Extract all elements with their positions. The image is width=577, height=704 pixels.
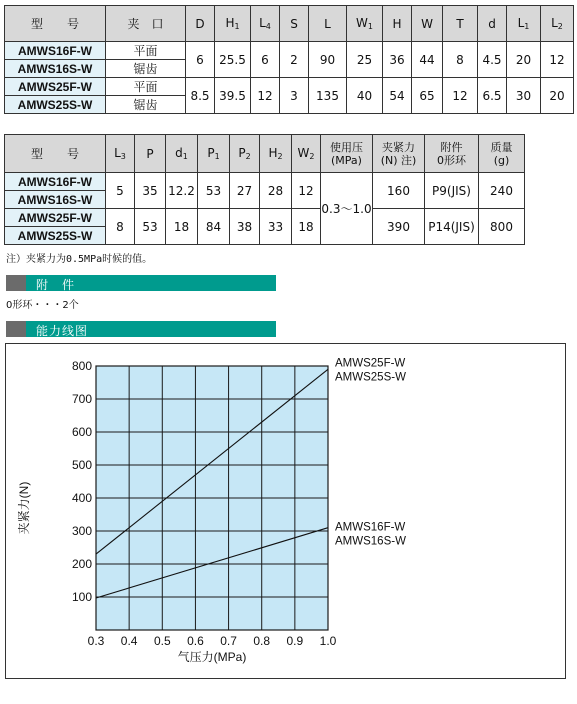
value-cell: 53 [135, 209, 166, 245]
x-tick-label: 0.9 [286, 634, 304, 648]
y-tick-label: 500 [71, 458, 92, 472]
footnote: 注）夹紧力为0.5MPa时候的值。 [6, 254, 153, 265]
col-header-H: H [383, 6, 412, 42]
accessories-section-header [6, 275, 276, 291]
pressure-cell: 0.3～1.0 [321, 173, 373, 245]
col-header-d: d [478, 6, 507, 42]
specifications-table [4, 134, 525, 245]
model-cell: AMWS16S-W [5, 191, 106, 209]
value-cell: 36 [383, 42, 412, 78]
accessories-text: 0形环・・・2个 [6, 300, 79, 311]
col-header-H2: $H_2$ [260, 135, 292, 173]
value-cell: 39.5 [215, 78, 251, 114]
value-cell: 25.5 [215, 42, 251, 78]
y-axis-label: 夹紧力(N) [17, 481, 31, 535]
value-cell: 18 [292, 209, 321, 245]
table-row [5, 209, 525, 227]
jaw-cell: 平面 [106, 78, 186, 96]
jaw-cell: 平面 [106, 42, 186, 60]
model-cell: AMWS25F-W [5, 78, 106, 96]
model-cell: AMWS16F-W [5, 42, 106, 60]
x-axis-label: 气压力(MPa) [177, 650, 247, 664]
col-header-W: W [412, 6, 443, 42]
series-label: AMWS25S-W [335, 371, 406, 384]
y-tick-label: 700 [71, 392, 92, 406]
value-cell: 25 [347, 42, 383, 78]
value-cell: P9(JIS) [425, 173, 479, 209]
section-title: 附 件 [36, 278, 76, 292]
dimensions-table [4, 5, 574, 114]
dimensions-header-row [5, 6, 574, 42]
model-cell: AMWS25S-W [5, 227, 106, 245]
value-cell: 2 [280, 42, 309, 78]
table-row [5, 42, 574, 60]
value-cell: 30 [507, 78, 541, 114]
model-cell: AMWS16S-W [5, 60, 106, 78]
col-header-model: 型 号 [5, 6, 106, 42]
value-cell: 53 [198, 173, 230, 209]
col-header-L1: $L_1$ [507, 6, 541, 42]
model-cell: AMWS16F-W [5, 173, 106, 191]
value-cell: 44 [412, 42, 443, 78]
col-header-T: T [443, 6, 478, 42]
col-header-pressure: 使用压 (MPa) [321, 135, 373, 173]
value-cell: 390 [373, 209, 425, 245]
capacity-section-header [6, 321, 276, 337]
value-cell: 160 [373, 173, 425, 209]
value-cell: 18 [166, 209, 198, 245]
col-header-clamp-force: 夹紧力 (N) 注) [373, 135, 425, 173]
col-header-S: S [280, 6, 309, 42]
value-cell: P14(JIS) [425, 209, 479, 245]
col-header-P2: $P_2$ [230, 135, 260, 173]
value-cell: 6.5 [478, 78, 507, 114]
value-cell: 33 [260, 209, 292, 245]
chart-svg [6, 344, 565, 678]
value-cell: 6 [186, 42, 215, 78]
table-row [5, 173, 525, 191]
y-tick-label: 300 [71, 524, 92, 538]
value-cell: 5 [106, 173, 135, 209]
y-tick-label: 100 [71, 590, 92, 604]
series-label: AMWS16S-W [335, 535, 406, 548]
jaw-cell: 锯齿 [106, 96, 186, 114]
section-title: 能力线图 [36, 324, 89, 338]
section-marker [6, 321, 26, 337]
y-tick-label: 800 [71, 359, 92, 373]
section-marker [6, 275, 26, 291]
col-header-H1: $H_1$ [215, 6, 251, 42]
value-cell: 27 [230, 173, 260, 209]
value-cell: 40 [347, 78, 383, 114]
capacity-chart [5, 343, 566, 679]
col-header-accessory: 附件 0形环 [425, 135, 479, 173]
y-tick-label: 400 [71, 491, 92, 505]
value-cell: 20 [507, 42, 541, 78]
value-cell: 20 [541, 78, 574, 114]
y-tick-label: 200 [71, 557, 92, 571]
value-cell: 8.5 [186, 78, 215, 114]
value-cell: 65 [412, 78, 443, 114]
col-header-D: D [186, 6, 215, 42]
x-tick-label: 0.4 [120, 634, 138, 648]
value-cell: 12 [443, 78, 478, 114]
x-tick-label: 0.7 [220, 634, 237, 648]
table-row [5, 78, 574, 96]
value-cell: 4.5 [478, 42, 507, 78]
value-cell: 800 [479, 209, 525, 245]
jaw-cell: 锯齿 [106, 60, 186, 78]
col-header-model: 型 号 [5, 135, 106, 173]
col-header-d1: $d_1$ [166, 135, 198, 173]
value-cell: 135 [309, 78, 347, 114]
specifications-header-row [5, 135, 525, 173]
col-header-P1: $P_1$ [198, 135, 230, 173]
x-tick-label: 1.0 [319, 634, 337, 648]
value-cell: 90 [309, 42, 347, 78]
x-tick-label: 0.5 [153, 634, 171, 648]
value-cell: 54 [383, 78, 412, 114]
value-cell: 35 [135, 173, 166, 209]
x-tick-label: 0.3 [87, 634, 105, 648]
col-header-W2: $W_2$ [292, 135, 321, 173]
col-header-L2: $L_2$ [541, 6, 574, 42]
col-header-L3: $L_3$ [106, 135, 135, 173]
col-header-L: L [309, 6, 347, 42]
value-cell: 12 [251, 78, 280, 114]
model-cell: AMWS25F-W [5, 209, 106, 227]
value-cell: 28 [260, 173, 292, 209]
value-cell: 8 [443, 42, 478, 78]
value-cell: 12 [292, 173, 321, 209]
col-header-mass: 质量 (g) [479, 135, 525, 173]
value-cell: 3 [280, 78, 309, 114]
model-cell: AMWS25S-W [5, 96, 106, 114]
col-header-jaw: 夹 口 [106, 6, 186, 42]
x-tick-label: 0.8 [253, 634, 271, 648]
value-cell: 6 [251, 42, 280, 78]
series-label: AMWS25F-W [335, 357, 406, 370]
col-header-L4: $L_4$ [251, 6, 280, 42]
series-label: AMWS16F-W [335, 521, 406, 534]
value-cell: 12 [541, 42, 574, 78]
value-cell: 240 [479, 173, 525, 209]
value-cell: 38 [230, 209, 260, 245]
col-header-W1: $W_1$ [347, 6, 383, 42]
value-cell: 8 [106, 209, 135, 245]
value-cell: 12.2 [166, 173, 198, 209]
y-tick-label: 600 [71, 425, 92, 439]
col-header-P: P [135, 135, 166, 173]
x-tick-label: 0.6 [187, 634, 204, 648]
value-cell: 84 [198, 209, 230, 245]
